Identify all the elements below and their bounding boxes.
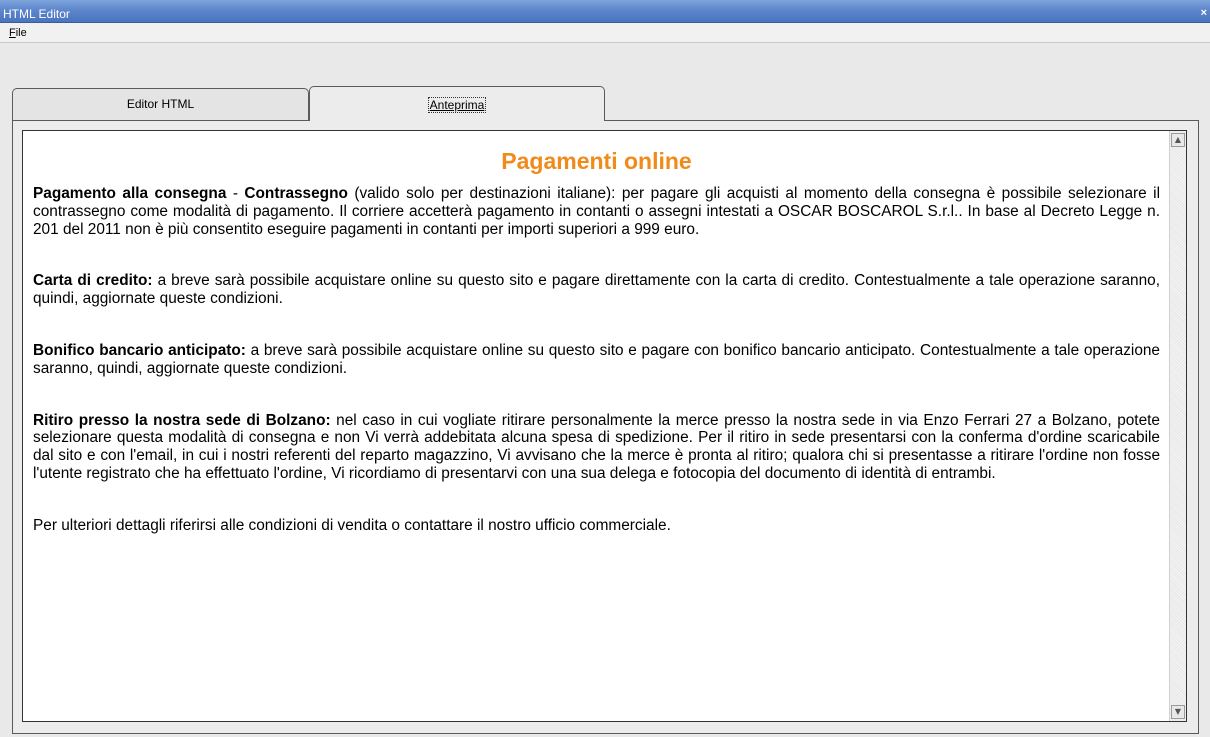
paragraph-text: Per ulteriori dettagli riferirsi alle condizioni di vendita o contattare il nostro ufficio commerciale. bbox=[33, 516, 671, 534]
paragraph-heading: Pagamento alla consegna bbox=[33, 185, 227, 202]
preview-pane[interactable] bbox=[22, 130, 1187, 722]
scroll-up-icon[interactable]: ▲ bbox=[1171, 133, 1185, 147]
tab-join bbox=[310, 119, 604, 122]
menu-bar bbox=[0, 23, 1210, 43]
document-body bbox=[33, 147, 1160, 569]
paragraph-dettagli bbox=[33, 517, 1160, 535]
paragraph-text: nel caso in cui vogliate ritirare personalmente la merce presso la nostra sede in via Enzo Ferrari 27 a Bolzano, potete selezionare questa modalità di consegna e non Vi verrà addebitata alcuna spesa di spedizione. Per il ritiro in sede presentarsi con la conferma d'ordine scaricabile dal sito e con l'email, in cui i nostri referenti del reparto magazzino, Vi avvisano che la merce è pronta al ritiro; qualora chi si presentasse a ritirare l'ordine non fosse l'utente registrato che ha effettuato l'ordine, Vi ricordiamo di presentarvi con una sua delega e fotocopia del documento di identità di entrambi. bbox=[33, 411, 1160, 482]
menu-file-label: ile bbox=[15, 27, 27, 39]
scroll-down-icon[interactable]: ▼ bbox=[1171, 705, 1185, 719]
close-icon[interactable]: × bbox=[1200, 7, 1207, 19]
menu-file[interactable] bbox=[9, 26, 27, 40]
paragraph-heading: Ritiro presso la nostra sede di Bolzano: bbox=[33, 411, 331, 429]
paragraph-heading: Carta di credito: bbox=[33, 272, 153, 290]
paragraph-ritiro bbox=[33, 412, 1160, 483]
document-title: Pagamenti online bbox=[501, 148, 692, 174]
title-bar bbox=[0, 0, 1210, 23]
paragraph-heading-2: Contrassegno bbox=[244, 185, 348, 202]
paragraph-text: a breve sarà possibile acquistare online su questo sito e pagare con bonifico bancario anticipato. Contestualmente a tale operazione saranno, quindi, aggiornate queste condizioni. bbox=[33, 341, 1160, 377]
paragraph-contrassegno bbox=[33, 185, 1160, 238]
vertical-scrollbar[interactable] bbox=[1169, 131, 1186, 721]
menu-file-mnemonic: F bbox=[9, 27, 16, 39]
window-title: HTML Editor bbox=[3, 7, 70, 21]
toolbar-area bbox=[0, 43, 1210, 87]
paragraph-text: a breve sarà possibile acquistare online su questo sito e pagare direttamente con la carta di credito. Contestualmente a tale operazione saranno, quindi, aggiornate queste condizioni. bbox=[33, 272, 1161, 308]
tab-editor-html-label: Editor HTML bbox=[126, 97, 195, 111]
heading-separator: - bbox=[226, 185, 245, 202]
tab-anteprima[interactable] bbox=[309, 86, 605, 121]
paragraph-carta-credito bbox=[33, 272, 1160, 308]
tab-editor-html[interactable] bbox=[12, 88, 309, 120]
paragraph-bonifico bbox=[33, 342, 1160, 378]
paragraph-heading: Bonifico bancario anticipato: bbox=[33, 341, 246, 359]
paragraph-text: (valido solo per destinazioni italiane): per pagare gli acquisti al momento della consegna è possibile selezionare il contrassegno come modalità di pagamento. Il corriere accetterà pagamento in contanti o assegni intestati a OSCAR BOSCAROL S.r.l.. In base al Decreto Legge n. 201 del 2011 non è più consentito eseguire pagamenti in contanti per importi superiori a 999 euro. bbox=[33, 185, 1160, 238]
tab-anteprima-label: Anteprima bbox=[429, 98, 485, 112]
